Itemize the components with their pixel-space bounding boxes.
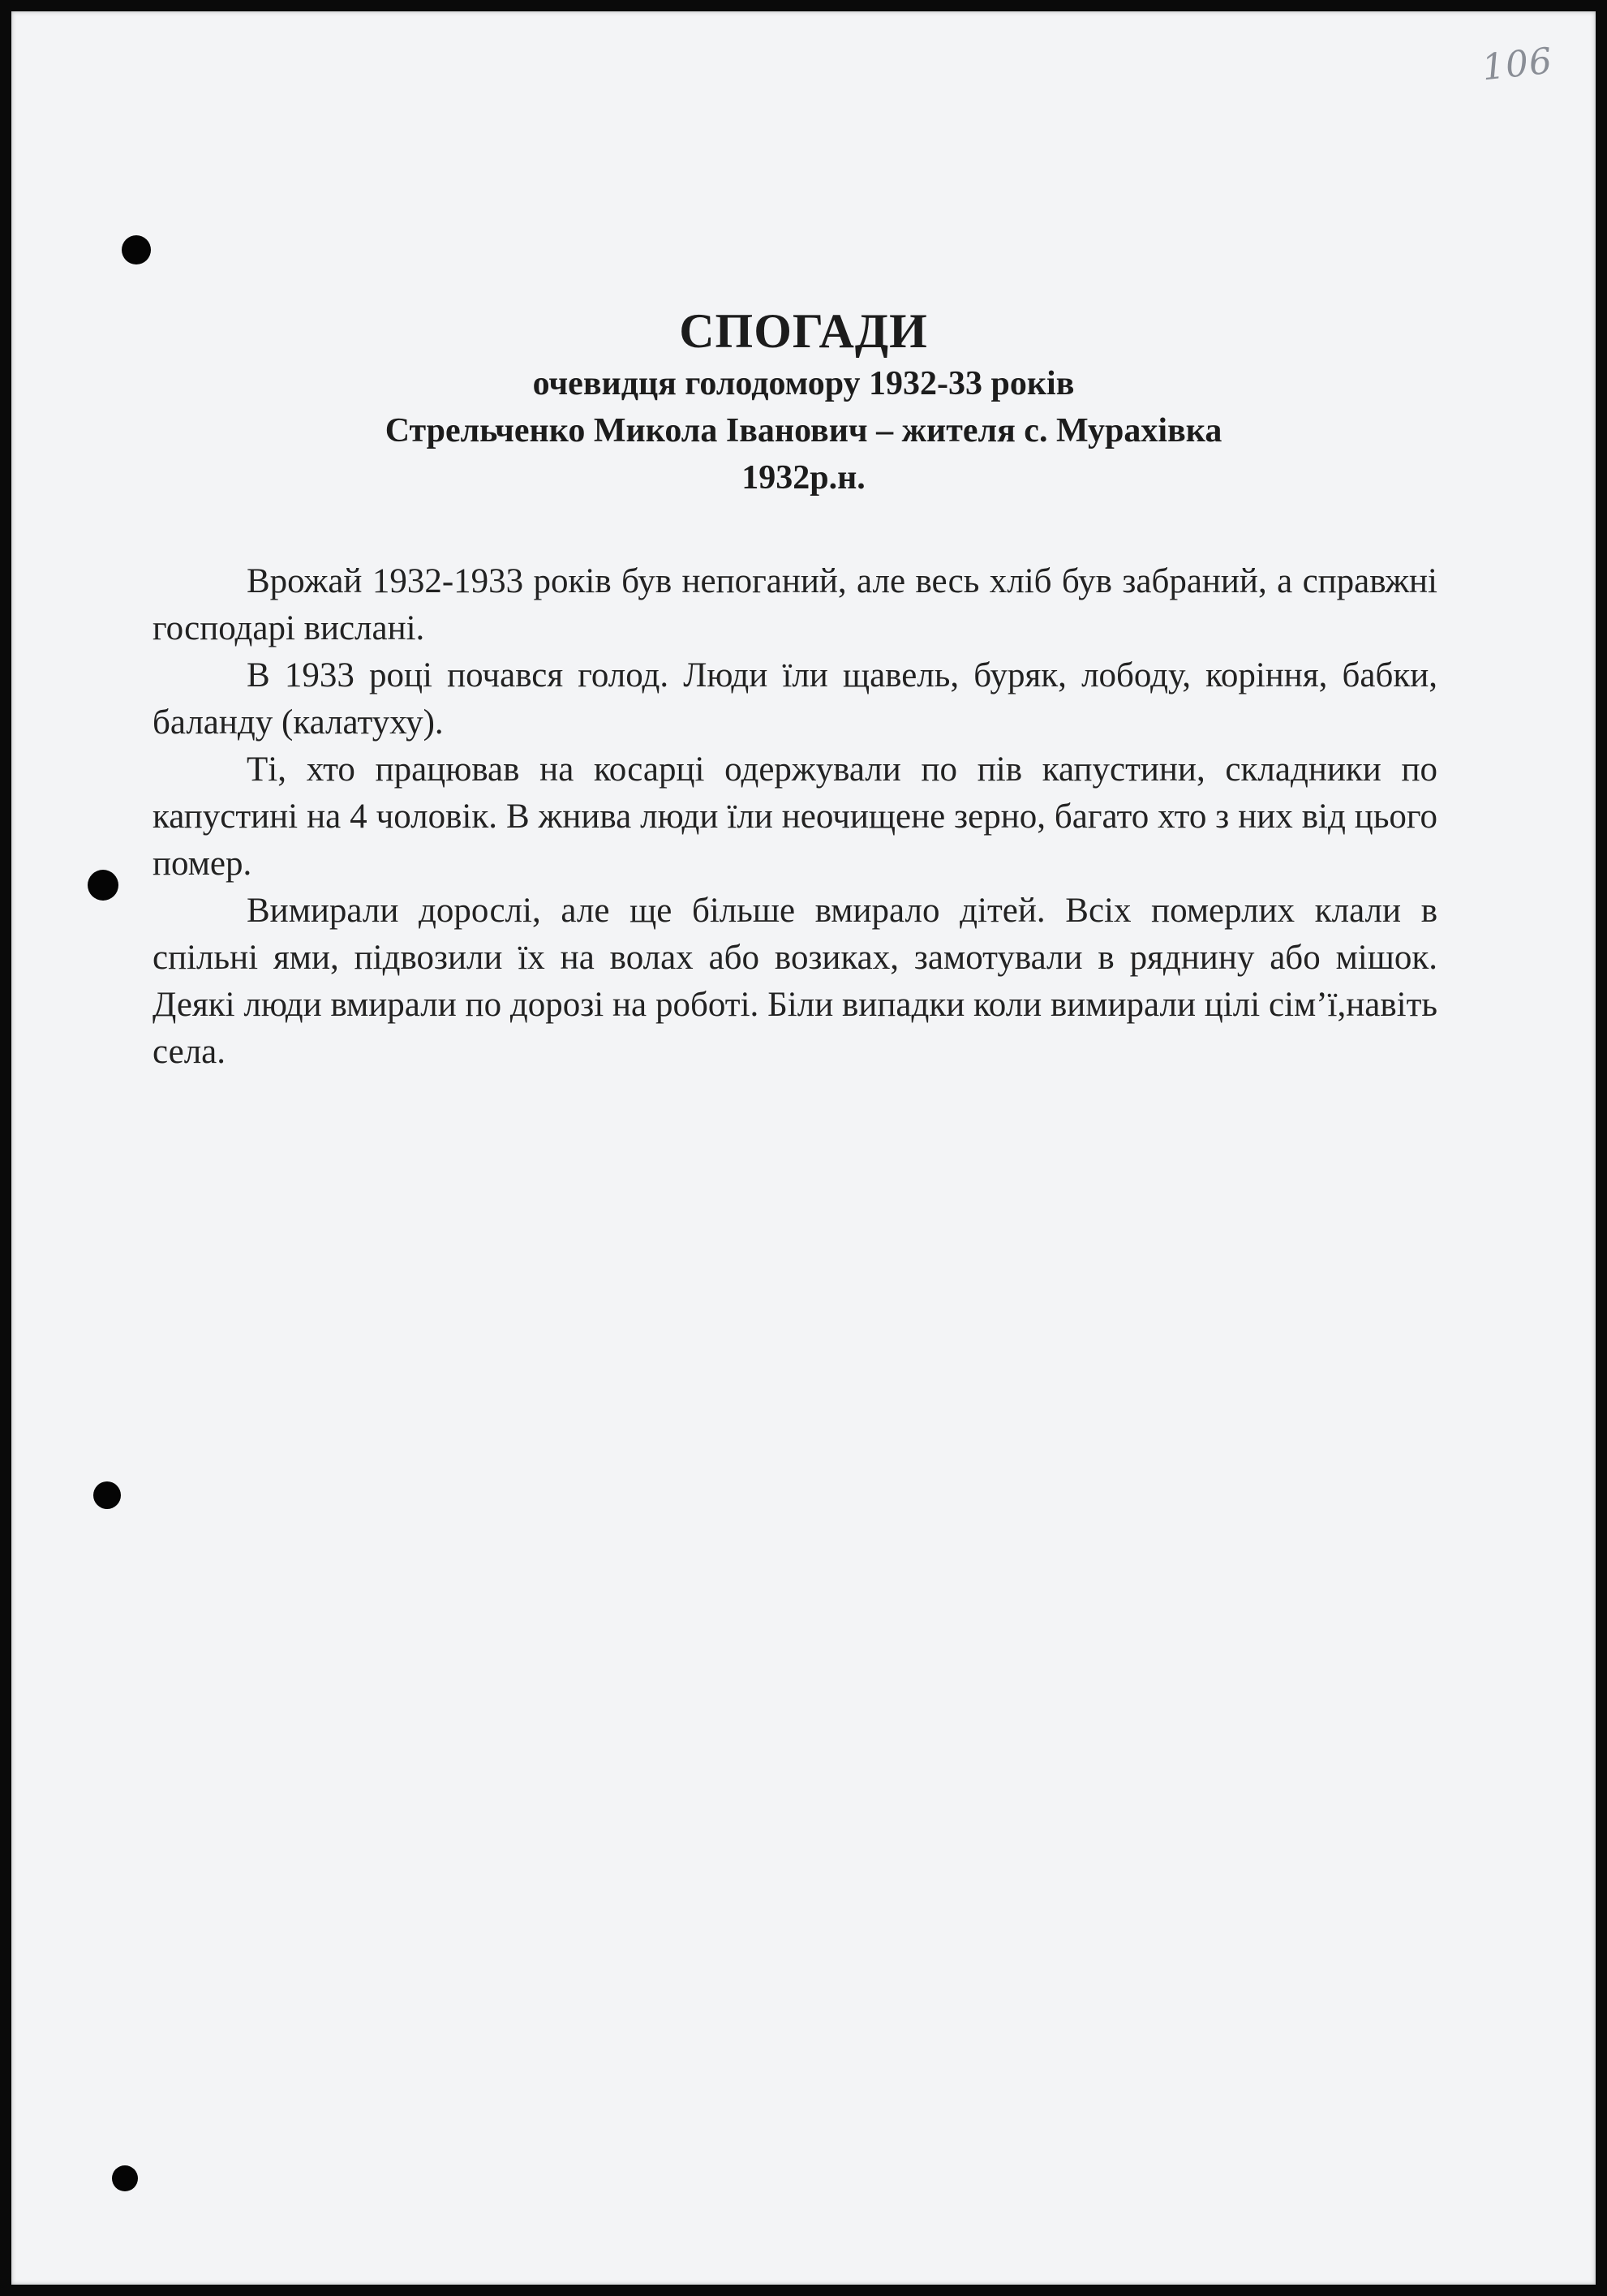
subtitle-birth-year-line: 1932р.н.: [741, 459, 866, 497]
punch-hole: [93, 1481, 121, 1509]
punch-hole: [122, 235, 151, 264]
paragraph-harvest: Врожай 1932-1933 років був непоганий, але весь хліб був забраний, а справжні господарі вислані.: [153, 562, 1437, 647]
paragraph-famine-start: В 1933 році почався голод. Люди їли щавель, буряк, лободу, коріння, бабки, баланду (калатуху).: [153, 656, 1437, 742]
paragraph-deaths: Вимирали дорослі, але ще більше вмирало дітей. Всіх померлих клали в спільні ями, підвозили їх на волах або возиках, замотували в ряднину або мішок. Деякі люди вмирали по дорозі на роботі. Біли випадки коли вимирали цілі сім’ї,навіть села.: [153, 892, 1437, 1071]
subtitle-witness-line: очевидця голодомору 1932-33 років: [532, 365, 1075, 402]
handwritten-page-number: 106: [1480, 40, 1555, 89]
punch-hole: [88, 870, 118, 901]
document-title: СПОГАДИ: [679, 304, 928, 358]
document-header: [0, 302, 1607, 501]
subtitle-name-line: Стрельченко Микола Іванович – жителя с. Мурахівка: [385, 412, 1222, 449]
punch-hole: [112, 2165, 138, 2191]
paragraph-rations: Ті, хто працював на косарці одержували по пів капустини, складники по капустині на 4 чоловік. В жнива люди їли неочищене зерно, багато хто з них від цього помер.: [153, 750, 1437, 883]
document-body: [153, 558, 1437, 1076]
